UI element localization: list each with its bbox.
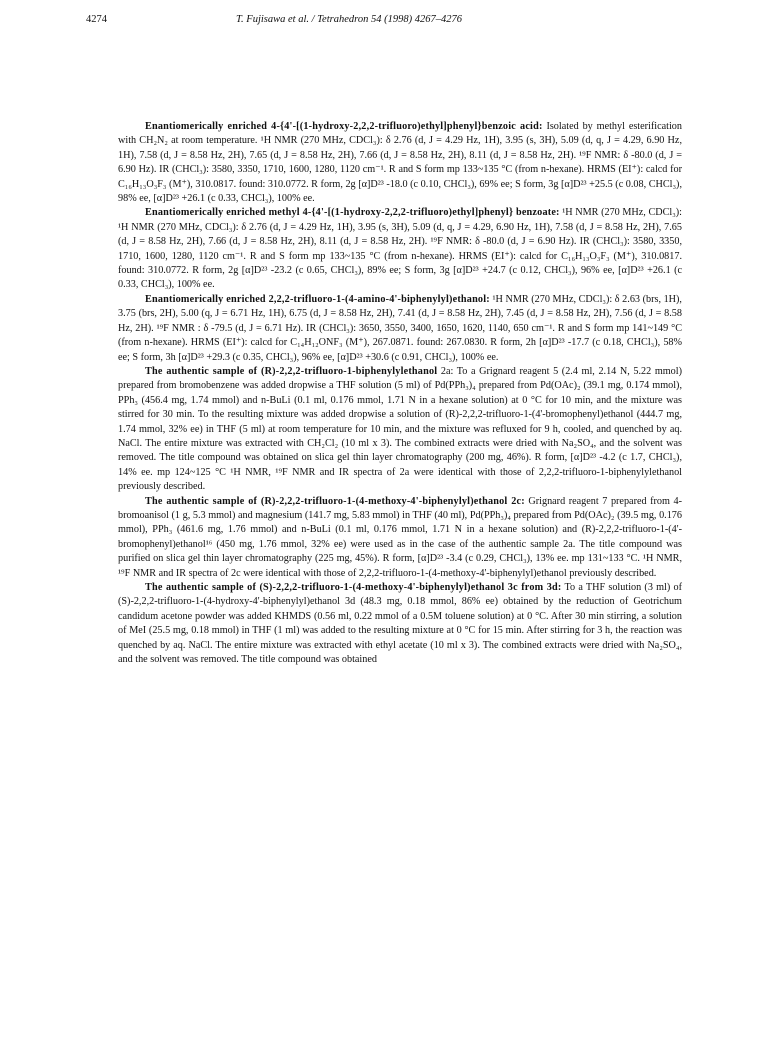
compound-heading: Enantiomerically enriched methyl 4-{4'-[(1-hydroxy-2,2,2-trifluoro)ethyl]phenyl} benzoate:: [145, 207, 560, 219]
running-head: T. Fujisawa et al. / Tetrahedron 54 (1998) 4267–4276: [236, 14, 462, 25]
page-number: 4274: [86, 14, 107, 25]
compound-heading: The authentic sample of (R)-2,2,2-trifluoro-1-biphenylylethanol: [145, 365, 438, 377]
compound-heading: The authentic sample of (S)-2,2,2-trifluoro-1-(4-methoxy-4'-biphenylyl)ethanol 3c from 3d:: [145, 582, 562, 593]
paragraph-text: ¹H NMR (270 MHz, CDCl₃): ¹H NMR (270 MHz, CDCl₃): δ 2.76 (d, J = 4.29 Hz, 1H), 3.95 (s, 3H), 5.09 (d, q, J = 4.29, 6.90 Hz, 1H), 7.58 (d, J = 8.58 Hz, 2H), 7.65 (d, J = 8.58 Hz, 2H), 7.66 (d, J = 8.58 Hz, 2H), 8.11 (d, J = 8.58 Hz, 2H). ¹⁹F NMR: δ -80.0 (d, J = 6.90 Hz). IR (CHCl₃): 3580, 3350, 1710, 1600, 1280, 1120 cm⁻¹. R and S form mp 133~135 °C (from n-hexane). HRMS (EI⁺): calcd for C₁₆H₁₃O₃F₃ (M⁺), 310.0817. found: 310.0772. R form, 2g [α]D²³ -23.2 (c 0.65, CHCl₃), 89% ee; S form, 3g [α]D²³ +24.7 (c 0.12, CHCl₃), 96% ee, [α]D²³ +26.1 (c 0.33, CHCl₃), 100% ee.: [118, 207, 682, 291]
paragraph-text: To a THF solution (3 ml) of (S)-2,2,2-trifluoro-1-(4-hydroxy-4'-biphenylyl)ethanol 3d (48.3 mg, 0.18 mmol, 86% ee) obtained by the reduction of Geotrichum candidum acetone powder was added KHMDS (0.56 ml, 0.22 mmol of a 0.5M toluene solution) at 0 °C. After 30 min stirring, a solution of MeI (25.5 mg, 0.18 mmol) in THF (1 ml) was added to the resulting mixture at 0 °C for 15 min. After stirring for 3 h, the reaction was quenched by aq. NaCl. The entire mixture was extracted with ethyl acetate (10 ml x 3). The combined extracts were dried with Na₂SO₄, and the solvent was removed. The title compound was obtained: [118, 582, 682, 666]
paragraph: [118, 206, 682, 292]
article-body: [118, 120, 682, 667]
paragraph: [118, 120, 682, 206]
paragraph: [118, 293, 682, 365]
paragraph: [118, 365, 682, 495]
paragraph: [118, 581, 682, 667]
paragraph-text: Isolated by methyl esterification with CH₂N₂ at room temperature. ¹H NMR (270 MHz, CDCl₃): δ 2.76 (d, J = 4.29 Hz, 1H), 3.95 (s, 3H), 5.09 (d, q, J = 4.29, 6.90 Hz, 1H), 7.58 (d, J = 8.58 Hz, 2H), 7.65 (d, J = 8.58 Hz, 2H), 7.66 (d, J = 8.58 Hz, 2H), 8.11 (d, J = 8.58 Hz, 2H). ¹⁹F NMR: δ -80.0 (d, J = 6.90 Hz). IR (CHCl₃): 3580, 3350, 1710, 1600, 1280, 1120 cm⁻¹. R and S form mp 133~135 °C (from n-hexane). HRMS (EI⁺): calcd for C₁₆H₁₃O₃F₃ (M⁺), 310.0817. found: 310.0772. R form, 2g [α]D²³ -18.0 (c 0.10, CHCl₃), 69% ee; S form, 3g [α]D²³ +25.5 (c 0.08, CHCl₃), 98% ee, [α]D²³ +26.1 (c 0.33, CHCl₃), 100% ee.: [118, 121, 682, 205]
page-header: [86, 14, 686, 30]
paragraph-text: ¹H NMR (270 MHz, CDCl₃): δ 2.63 (brs, 1H), 3.75 (brs, 2H), 5.00 (q, J = 6.71 Hz, 1H), 6.75 (d, J = 8.58 Hz, 2H), 7.41 (d, J = 8.58 Hz, 2H), 7.45 (d, J = 8.58 Hz, 2H), 7.56 (d, J = 8.58 Hz, 2H). ¹⁹F NMR : δ -79.5 (d, J = 6.71 Hz). IR (CHCl₃): 3650, 3550, 3400, 1650, 1620, 1140, 650 cm⁻¹. R and S form mp 141~149 °C (from n-hexane). HRMS (EI⁺): calcd for C₁₄H₁₂ONF₃ (M⁺), 267.0871. found: 267.0830. R form, 2h [α]D²³ -17.7 (c 0.18, CHCl₃), 58% ee; S form, 3h [α]D²³ +29.3 (c 0.35, CHCl₃), 96% ee, [α]D²³ +30.6 (c 0.91, CHCl₃), 100% ee.: [118, 293, 682, 363]
compound-heading: Enantiomerically enriched 2,2,2-trifluoro-1-(4-amino-4'-biphenylyl)ethanol:: [145, 293, 490, 305]
compound-heading: Enantiomerically enriched 4-{4'-[(1-hydroxy-2,2,2-trifluoro)ethyl]phenyl}benzoic acid:: [145, 121, 543, 132]
paragraph-text: 2a: To a Grignard reagent 5 (2.4 ml, 2.14 N, 5.22 mmol) prepared from bromobenzene was added dropwise a THF solution (5 ml) of Pd(PPh₃)₄ prepared from Pd(OAc)₂ (39.1 mg, 0.174 mmol), PPh₃ (456.4 mg, 1.74 mmol) and n-BuLi (0.1 ml, 0.176 mmol, 1.71 N in a hexane solution) at 0 °C for 10 min, and the mixture was stirred for 30 min. To the resulting mixture was added dropwise a solution of (R)-2,2,2-trifluoro-1-(4'-bromophenyl)ethanol (444.7 mg, 1.74 mmol, 32% ee) in THF (5 ml) at room temperature for 10 min, and the mixture was refluxed for 9 h, cooled, and quenched by aq. NaCl. The entire mixture was extracted with CH₂Cl₂ (10 ml x 3). The combined extracts were dried with Na₂SO₄, and the solvent was removed. The title compound was obtained on slica gel thin layer chromatography (200 mg, 46%). R form, [α]D²³ -4.2 (c 1.7, CHCl₃), 14% ee. mp 124~125 °C ¹H NMR, ¹⁹F NMR and IR spectra of 2a were identical with those of 2,2,2-trifluoro-1-biphenylylethanol previously described.: [118, 365, 682, 493]
paragraph: [118, 495, 682, 581]
compound-heading: The authentic sample of (R)-2,2,2-trifluoro-1-(4-methoxy-4'-biphenylyl)ethanol 2c:: [145, 495, 525, 507]
paragraph-text: Grignard reagent 7 prepared from 4-bromoanisol (1 g, 5.3 mmol) and magnesium (141.7 mg, 5.83 mmol) in THF (40 ml), Pd(PPh₃)₄ prepared from Pd(OAc)₂ (39.5 mg, 0.176 mmol), PPh₃ (461.6 mg, 1.76 mmol) and n-BuLi (0.1 ml, 0.176 mmol, 1.71 N in a hexane solution) and (R)-2,2,2-trifluoro-1-(4'-bromophenyl)ethanol¹⁶ (450 mg, 1.76 mmol, 32% ee) were used as in the case of the authentic sample 2a. The title compound was purified on slica gel thin layer chromatography (225 mg, 45%). R form, [α]D²³ -3.4 (c 0.29, CHCl₃), 13% ee. mp 131~133 °C. ¹H NMR, ¹⁹F NMR and IR spectra of 2c were identical with those of 2,2,2-trifluoro-1-(4-methoxy-4'-biphenylyl)ethanol previously described.: [118, 495, 683, 579]
